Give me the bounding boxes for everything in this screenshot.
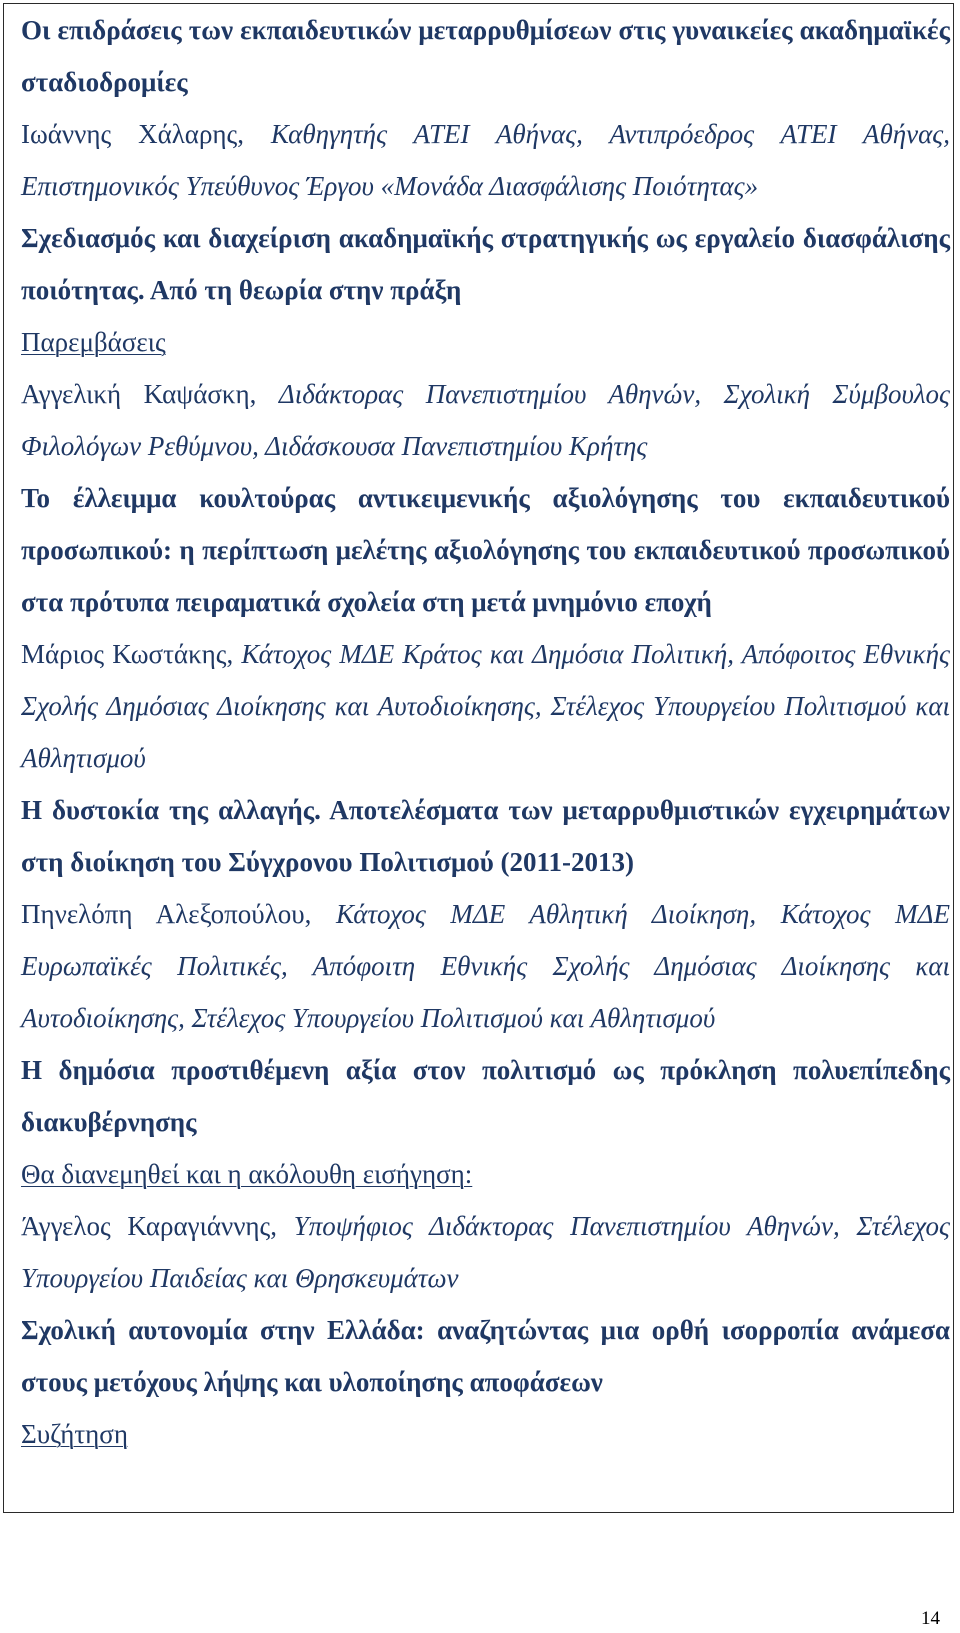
author-role: Υποψήφιος Διδάκτορας Πανεπιστημίου Αθηνών, Στέλεχος Υπουργείου Παιδείας και Θρησκευμάτων [21, 1211, 950, 1293]
author-line [21, 1200, 950, 1304]
author-name: Μάριος Κωστάκης, [21, 639, 242, 669]
paper-title: Σχολική αυτονομία στην Ελλάδα: αναζητώντας μια ορθή ισορροπία ανάμεσα στους μετόχους λήψης και υλοποίησης αποφάσεων [21, 1315, 950, 1397]
author-line [21, 628, 950, 784]
author-role: Κάτοχος ΜΔΕ Κράτος και Δημόσια Πολιτική, Απόφοιτος Εθνικής Σχολής Δημόσιας Διοίκησης και Αυτοδιοίκησης, Στέλεχος Υπουργείου Πολιτισμού και Αθλητισμού [21, 639, 950, 773]
author-line [21, 888, 950, 1044]
page-number: 14 [921, 1608, 940, 1629]
paper-title: Οι επιδράσεις των εκπαιδευτικών μεταρρυθμίσεων στις γυναικείες ακαδημαϊκές σταδιοδρομίες [21, 15, 950, 97]
paper-title: Η δημόσια προστιθέμενη αξία στον πολιτισμό ως πρόκληση πολυεπίπεδης διακυβέρνησης [21, 1055, 950, 1137]
author-line [21, 108, 950, 212]
section-heading-interventions: Παρεμβάσεις [21, 327, 166, 357]
programme-content [21, 4, 950, 1460]
author-name: Αγγελική Καψάσκη, [21, 379, 279, 409]
section-heading-discussion: Συζήτηση [21, 1419, 128, 1449]
paper-title: Η δυστοκία της αλλαγής. Αποτελέσματα των μεταρρυθμιστικών εγχειρημάτων στη διοίκηση του Σύγχρονου Πολιτισμού (2011-2013) [21, 795, 950, 877]
section-heading-distributed: Θα διανεμηθεί και η ακόλουθη εισήγηση: [21, 1159, 473, 1189]
page-frame [3, 3, 954, 1513]
author-line [21, 368, 950, 472]
author-role: Διδάκτορας Πανεπιστημίου Αθηνών, Σχολική Σύμβουλος Φιλολόγων Ρεθύμνου, Διδάσκουσα Πανεπιστημίου Κρήτης [21, 379, 950, 461]
author-name: Άγγελος Καραγιάννης, [21, 1211, 294, 1241]
author-role: Κάτοχος ΜΔΕ Αθλητική Διοίκηση, Κάτοχος ΜΔΕ Ευρωπαϊκές Πολιτικές, Απόφοιτη Εθνικής Σχολής Δημόσιας Διοίκησης και Αυτοδιοίκησης, Στέλεχος Υπουργείου Πολιτισμού και Αθλητισμού [21, 899, 950, 1033]
paper-title: Το έλλειμμα κουλτούρας αντικειμενικής αξιολόγησης του εκπαιδευτικού προσωπικού: η περίπτωση μελέτης αξιολόγησης του εκπαιδευτικού προσωπικού στα πρότυπα πειραματικά σχολεία στη μετά μνημόνιο εποχή [21, 483, 950, 617]
author-role: Καθηγητής ΑΤΕΙ Αθήνας, Αντιπρόεδρος ΑΤΕΙ Αθήνας, Επιστημονικός Υπεύθυνος Έργου «Μονάδα Διασφάλισης Ποιότητας» [21, 119, 950, 201]
author-name: Πηνελόπη Αλεξοπούλου, [21, 899, 336, 929]
paper-title: Σχεδιασμός και διαχείριση ακαδημαϊκής στρατηγικής ως εργαλείο διασφάλισης ποιότητας. Από τη θεωρία στην πράξη [21, 223, 950, 305]
author-name: Ιωάννης Χάλαρης, [21, 119, 271, 149]
